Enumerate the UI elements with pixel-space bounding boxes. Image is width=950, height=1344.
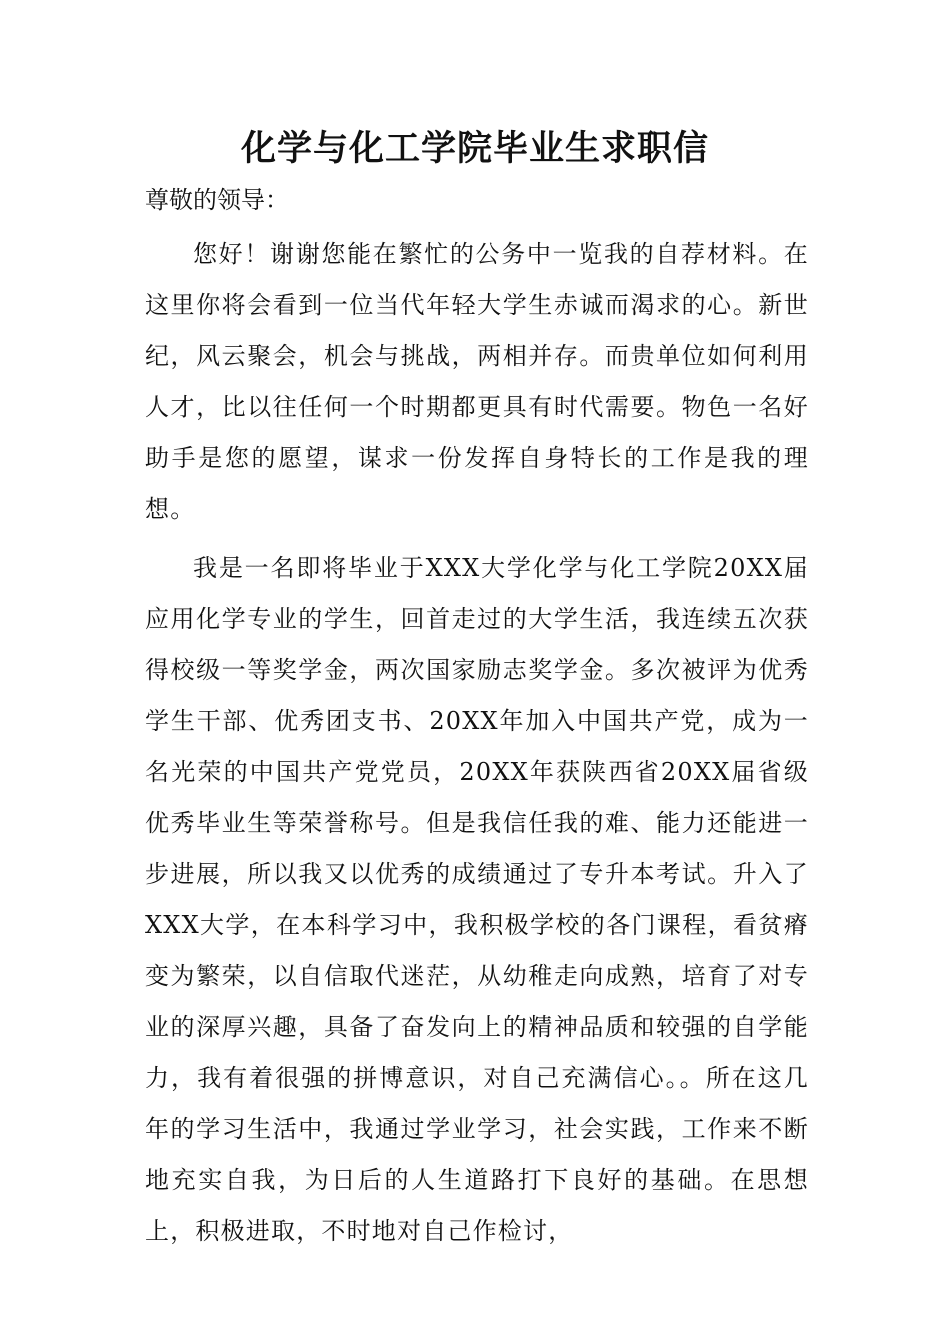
salutation: 尊敬的领导： xyxy=(145,186,289,214)
paragraph-self-introduction: 我是一名即将毕业于XXX大学化学与化工学院20XX届应用化学专业的学生，回首走过的大学生活，我连续五次获得校级一等奖学金，两次国家励志奖学金。多次被评为优秀学生干部、优秀团支书、20XX年加入中国共产党，成为一名光荣的中国共产党党员，20XX年获陕西省20XX届省级优秀毕业生等荣誉称号。但是我信任我的难、能力还能进一步进展，所以我又以优秀的成绩通过了专升本考试。升入了XXX大学，在本科学习中，我积极学校的各门课程，看贫瘠变为繁荣，以自信取代迷茫，从幼稚走向成熟，培育了对专业的深厚兴趣，具备了奋发向上的精神品质和较强的自学能力，我有着很强的拼博意识，对自己充满信心。。所在这几年的学习生活中，我通过学业学习，社会实践，工作来不断地充实自我，为日后的人生道路打下良好的基础。在思想上，积极进取，不时地对自己作检讨， xyxy=(145,554,809,1245)
document-title: 化学与化工学院毕业生求职信 xyxy=(240,129,709,169)
paragraph-greeting: 您好！谢谢您能在繁忙的公务中一览我的自荐材料。在这里你将会看到一位当代年轻大学生赤诚而渴求的心。新世纪，风云聚会，机会与挑战，两相并存。而贵单位如何利用人才，比以往任何一个时期都更具有时代需要。物色一名好助手是您的愿望，谋求一份发挥自身特长的工作是我的理想。 xyxy=(145,240,809,523)
letter-body xyxy=(145,229,809,1265)
